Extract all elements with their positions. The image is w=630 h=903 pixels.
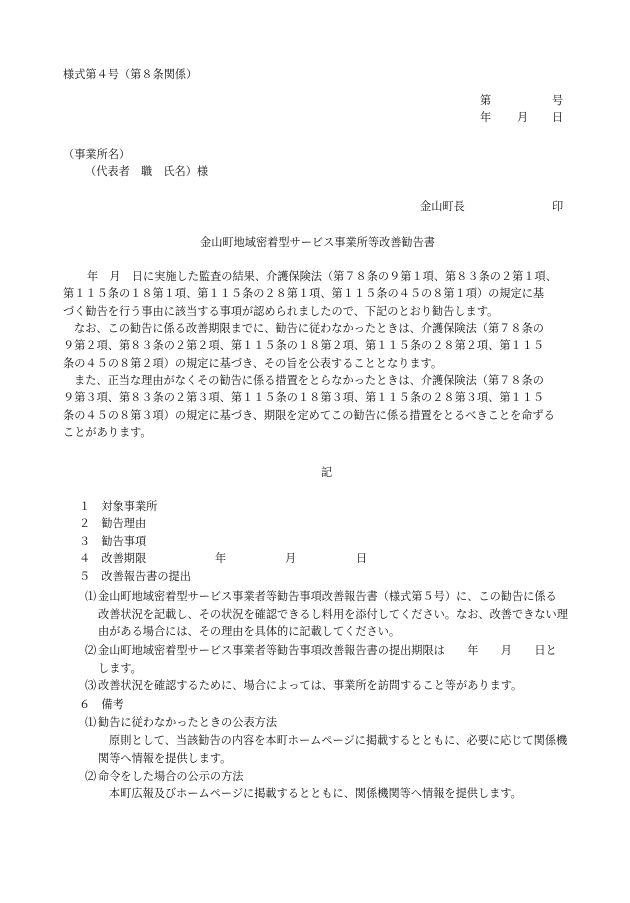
paragraph-line: 年 月 日に実施した監査の結果、介護保険法（第７８条の９第１項、第８３条の２第１項、 [87,270,557,283]
remarks-sub-1 [98,732,567,767]
remarks-sub-1-heading: 勧告に従わなかったときの公表方法 [98,716,278,729]
report-sub-2 [98,642,557,677]
paragraph-line: ことがあります。 [63,425,152,439]
sub-line: 金山町地域密着型サービス事業者等勧告事項改善報告書（様式第５号）に、この勧告に係る [98,590,557,603]
list-item-deadline [79,550,368,567]
sub-line: 改善状況を記載し、その状況を確認できるし料用を添付してください。なお、改善できない理 [98,607,568,621]
document-title: 金山町地域密着型サービス事業所等改善勧告書 [200,236,435,249]
date-year: 年 [480,111,492,124]
deadline-month: 月 [285,552,297,566]
sub-line: 本町広報及びホームページに掲載するとともに、関係機関等へ情報を提供します。 [109,787,522,800]
paragraph-line: また、正当な理由がなくその勧告に係る措置をとらなかったときは、介護保険法（第７８条の [74,374,544,387]
body-paragraph-2 [63,320,588,372]
paragraph-line: ９第２項、第８３条の２第２項、第１１５条の１８第２項、第１１５条の２８第２項、第１１５ [63,339,545,353]
body-paragraph-1 [63,268,588,320]
form-label: 様式第４号（第８条関係） [63,68,198,81]
sub-number: ⑴ [85,590,97,603]
deadline-label: ４ 改善期限 [79,552,147,566]
remarks-sub-2 [98,785,522,803]
list-item-matters: ３ 勧告事項 [79,534,147,548]
date-day: 日 [552,111,564,124]
sub-line: 原則として、当該勧告の内容を本町ホームページに掲載するとともに、必要に応じて関係機 [109,734,568,747]
addressee-office: （事業所名） [63,148,131,161]
issuer-name: 金山町長 [420,200,465,213]
deadline-year: 年 [215,552,227,566]
report-sub-1 [98,588,568,641]
remarks-sub-2-heading: 命令をした場合の公示の方法 [98,770,244,783]
sub-number: ⑵ [85,770,97,783]
sub-line: します。 [98,661,142,675]
item-list [79,498,368,585]
paragraph-line: づく勧告を行う事由に該当する事項が認められましたので、下記のとおり勧告します。 [63,304,499,318]
paragraph-line: 条の４５の８第３項）の規定に基づき、期限を定めてこの勧告に係る措置をとるべきことを命ずる [63,408,555,422]
sub-number: ⑴ [85,716,97,729]
paragraph-line: ９第３項、第８３条の２第３項、第１１５条の１８第３項、第１１５条の２８第３項、第１１５ [63,391,545,405]
deadline-day: 日 [356,552,368,566]
sub-line: 改善状況を確認するために、場合によっては、事業所を訪問すること等があります。 [98,679,523,692]
list-item-target-office: １ 対象事業所 [79,500,158,513]
doc-number-dai: 第 [480,94,492,107]
paragraph-line: 第１１５条の１８第１項、第１１５条の２８第１項、第１１５条の４５の８第１項）の規定に基 [63,287,545,301]
report-sub-3 [98,677,522,695]
sub-line: 金山町地域密着型サービス事業者等勧告事項改善報告書の提出期限は 年 月 日と [98,644,557,657]
paragraph-line: なお、この勧告に係る改善期限までに、勧告に従わなかったときは、介護保険法（第７８条の [74,322,544,335]
sub-number: ⑶ [85,679,97,692]
list-item-report-submission: ５ 改善報告書の提出 [79,569,191,583]
sub-number: ⑵ [85,644,97,657]
addressee-representative: （代表者 職 氏名）様 [85,165,209,178]
sub-line: 由がある場合には、その理由を具体的に記載してください。 [98,625,401,639]
list-item-reason: ２ 勧告理由 [79,517,147,531]
sub-line: 関等へ情報を提供します。 [98,751,232,765]
body-paragraph-3 [63,372,588,441]
date-month: 月 [517,111,529,124]
paragraph-line: 条の４５の８第２項）の規定に基づき、その旨を公表することとなります。 [63,356,443,370]
doc-number-go: 号 [552,94,564,107]
issuer-seal: 印 [552,200,564,213]
list-item-remarks: ６ 備考 [79,698,124,711]
ki-heading: 記 [321,466,333,479]
